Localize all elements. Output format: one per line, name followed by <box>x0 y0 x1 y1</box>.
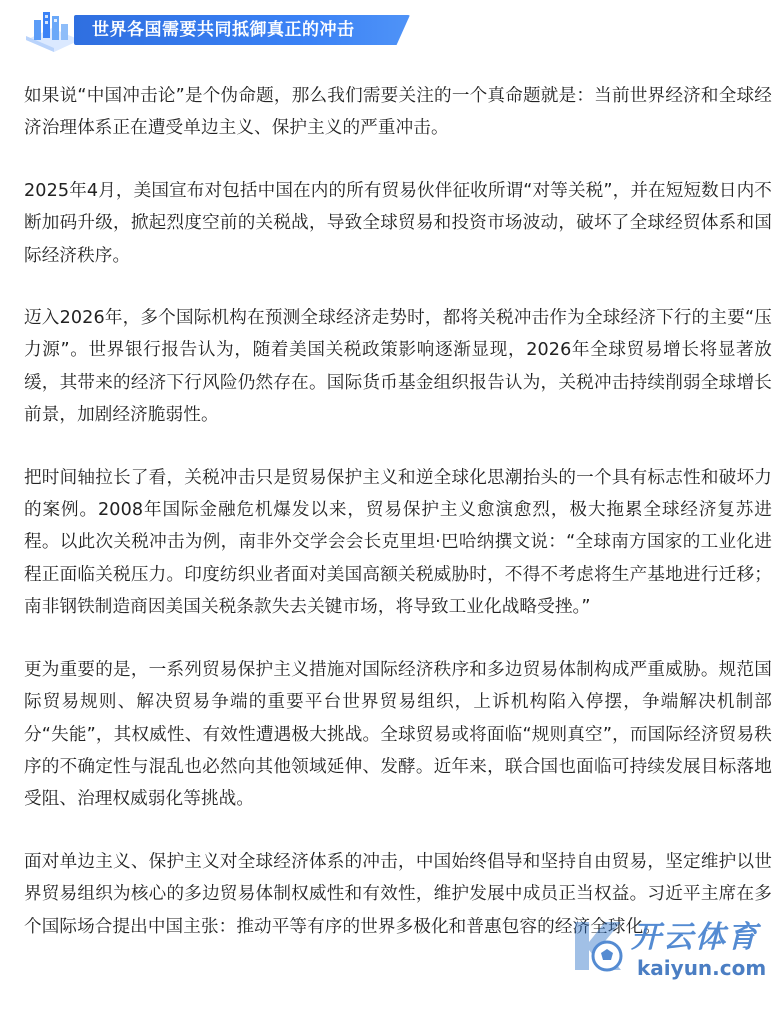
paragraph-5: 更为重要的是，一系列贸易保护主义措施对国际经济秩序和多边贸易体制构成严重威胁。规范国际贸易规则、解决贸易争端的重要平台世界贸易组织，上诉机构陷入停摆，争端解决机制部分“失能”，其权威性、有效性遭遇极大挑战。全球贸易或将面临“规则真空”，而国际经济贸易秩序的不确定性与混乱也必然向其他领域延伸、发酵。近年来，联合国也面临可持续发展目标落地受阻、治理权威弱化等挑战。 <box>24 659 772 810</box>
paragraph-3: 迈入2026年，多个国际机构在预测全球经济走势时，都将关税冲击作为全球经济下行的主要“压力源”。世界银行报告认为，随着美国关税政策影响逐渐显现，2026年全球贸易增长将显著放缓，其带来的经济下行风险仍然存在。国际货币基金组织报告认为，关税冲击持续削弱全球增长前景，加剧经济脆弱性。 <box>24 308 772 426</box>
section-header <box>22 6 412 52</box>
paragraph-6: 面对单边主义、保护主义对全球经济体系的冲击，中国始终倡导和坚持自由贸易，坚定维护以世界贸易组织为核心的多边贸易体制权威性和有效性，维护发展中成员正当权益。习近平主席在多个国际场合提出中国主张：推动平等有序的世界多极化和普惠包容的经济全球化。 <box>24 851 772 937</box>
paragraph-4: 把时间轴拉长了看，关税冲击只是贸易保护主义和逆全球化思潮抬头的一个具有标志性和破坏力的案例。2008年国际金融危机爆发以来，贸易保护主义愈演愈烈，极大拖累全球经济复苏进程。以此次关税冲击为例，南非外交学会会长克里坦·巴哈纳撰文说：“全球南方国家的工业化进程正面临关税压力。印度纺织业者面对美国高额关税威胁时，不得不考虑将生产基地进行迁移；南非钢铁制造商因美国关税条款失去关键市场，将导致工业化战略受挫。” <box>24 467 772 618</box>
soccer-ball-logo <box>567 912 631 976</box>
watermark-url: kaiyun.com <box>637 956 767 980</box>
watermark-title: 开云体育 <box>631 920 759 955</box>
article-body <box>24 80 772 973</box>
watermark <box>567 908 767 990</box>
paragraph-1: 如果说“中国冲击论”是个伪命题，那么我们需要关注的一个真命题就是：当前世界经济和全球经济治理体系正在遭受单边主义、保护主义的严重冲击。 <box>24 86 772 139</box>
paragraph-2: 2025年4月，美国宣布对包括中国在内的所有贸易伙伴征收所谓“对等关税”，并在短短数日内不断加码升级，掀起烈度空前的关税战，导致全球贸易和投资市场波动，破坏了全球经贸体系和国际经济秩序。 <box>24 180 772 266</box>
section-title: 世界各国需要共同抵御真正的冲击 <box>92 20 355 40</box>
